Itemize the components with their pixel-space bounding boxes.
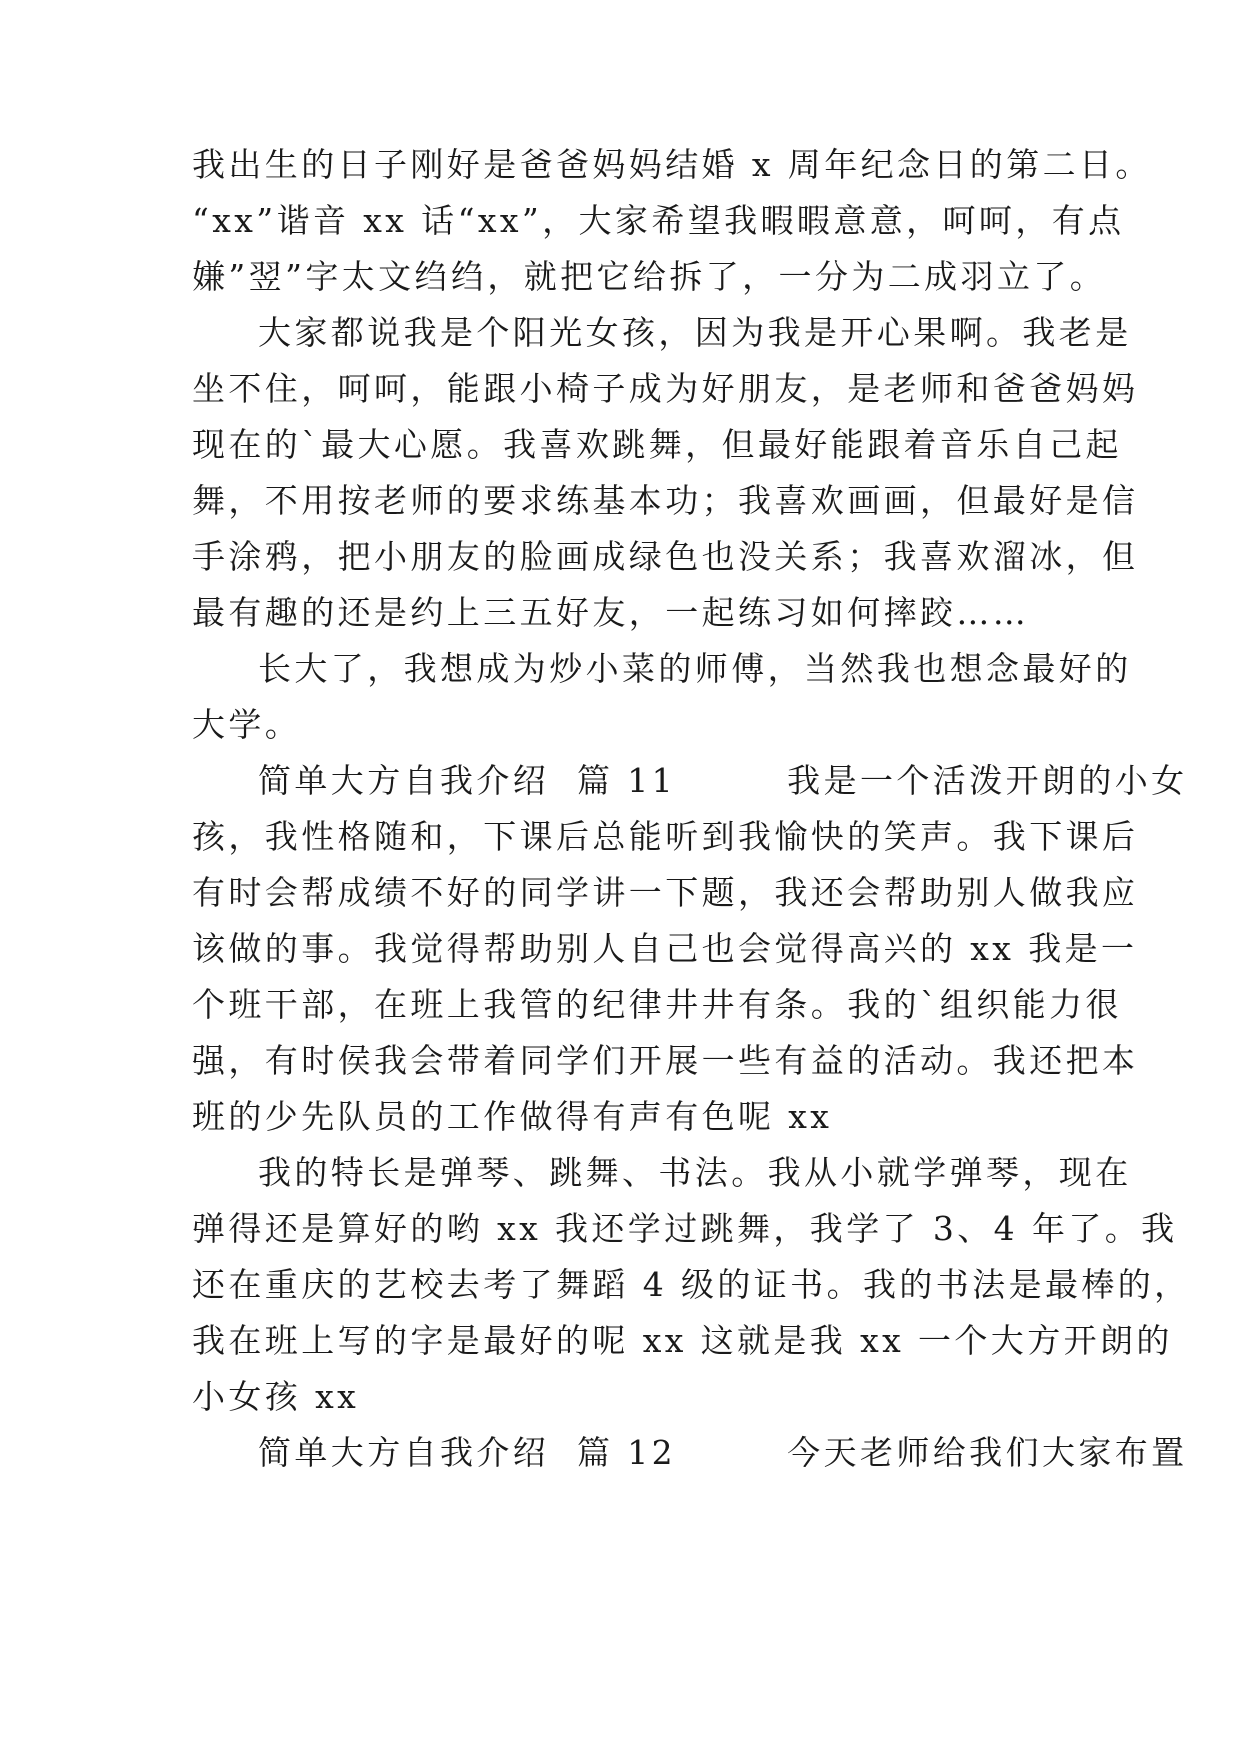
text-line: 有时会帮成绩不好的同学讲一下题，我还会帮助别人做我应 bbox=[192, 873, 1139, 912]
text-line: 手涂鸦，把小朋友的脸画成绿色也没关系；我喜欢溜冰，但 bbox=[192, 537, 1139, 576]
text-line: 强，有时侯我会带着同学们开展一些有益的活动。我还把本 bbox=[192, 1041, 1139, 1080]
text-line: 我出生的日子刚好是爸爸妈妈结婚 x 周年纪念日的第二日。 bbox=[192, 145, 1152, 184]
text-line: 个班干部，在班上我管的纪律井井有条。我的`组织能力很 bbox=[192, 985, 1122, 1024]
text-line: 最有趣的还是约上三五好友，一起练习如何摔跤…… bbox=[192, 593, 1030, 632]
text-line: 弹得还是算好的哟 xx 我还学过跳舞，我学了 3、4 年了。我 bbox=[192, 1209, 1178, 1248]
text-line: 孩，我性格随和，下课后总能听到我愉快的笑声。我下课后 bbox=[192, 817, 1139, 856]
text-line: 我的特长是弹琴、跳舞、书法。我从小就学弹琴，现在 bbox=[258, 1153, 1132, 1192]
text-line: 嫌”翌”字太文绉绉，就把它给拆了，一分为二成羽立了。 bbox=[192, 257, 1107, 296]
section-heading-line: 简单大方自我介绍 篇 12 今天老师给我们大家布置 bbox=[258, 1433, 1188, 1472]
text-line: 我在班上写的字是最好的呢 xx 这就是我 xx 一个大方开朗的 bbox=[192, 1321, 1173, 1360]
text-line: 坐不住，呵呵，能跟小椅子成为好朋友，是老师和爸爸妈妈 bbox=[192, 369, 1139, 408]
text-line: 大家都说我是个阳光女孩，因为我是开心果啊。我老是 bbox=[258, 313, 1132, 352]
text-line: 小女孩 xx bbox=[192, 1377, 360, 1416]
text-line: 大学。 bbox=[192, 705, 302, 744]
text-line: 舞，不用按老师的要求练基本功；我喜欢画画，但最好是信 bbox=[192, 481, 1139, 520]
text-line: 该做的事。我觉得帮助别人自己也会觉得高兴的 xx 我是一 bbox=[192, 929, 1138, 968]
text-line: 还在重庆的艺校去考了舞蹈 4 级的证书。我的书法是最棒的， bbox=[192, 1265, 1191, 1304]
text-line: 现在的`最大心愿。我喜欢跳舞，但最好能跟着音乐自己起 bbox=[192, 425, 1122, 464]
text-line: “xx”谐音 xx 话“xx”，大家希望我暇暇意意，呵呵，有点 bbox=[192, 201, 1125, 240]
text-line: 长大了，我想成为炒小菜的师傅，当然我也想念最好的 bbox=[258, 649, 1132, 688]
section-heading-line: 简单大方自我介绍 篇 11 我是一个活泼开朗的小女 bbox=[258, 761, 1188, 800]
text-line: 班的少先队员的工作做得有声有色呢 xx bbox=[192, 1097, 833, 1136]
